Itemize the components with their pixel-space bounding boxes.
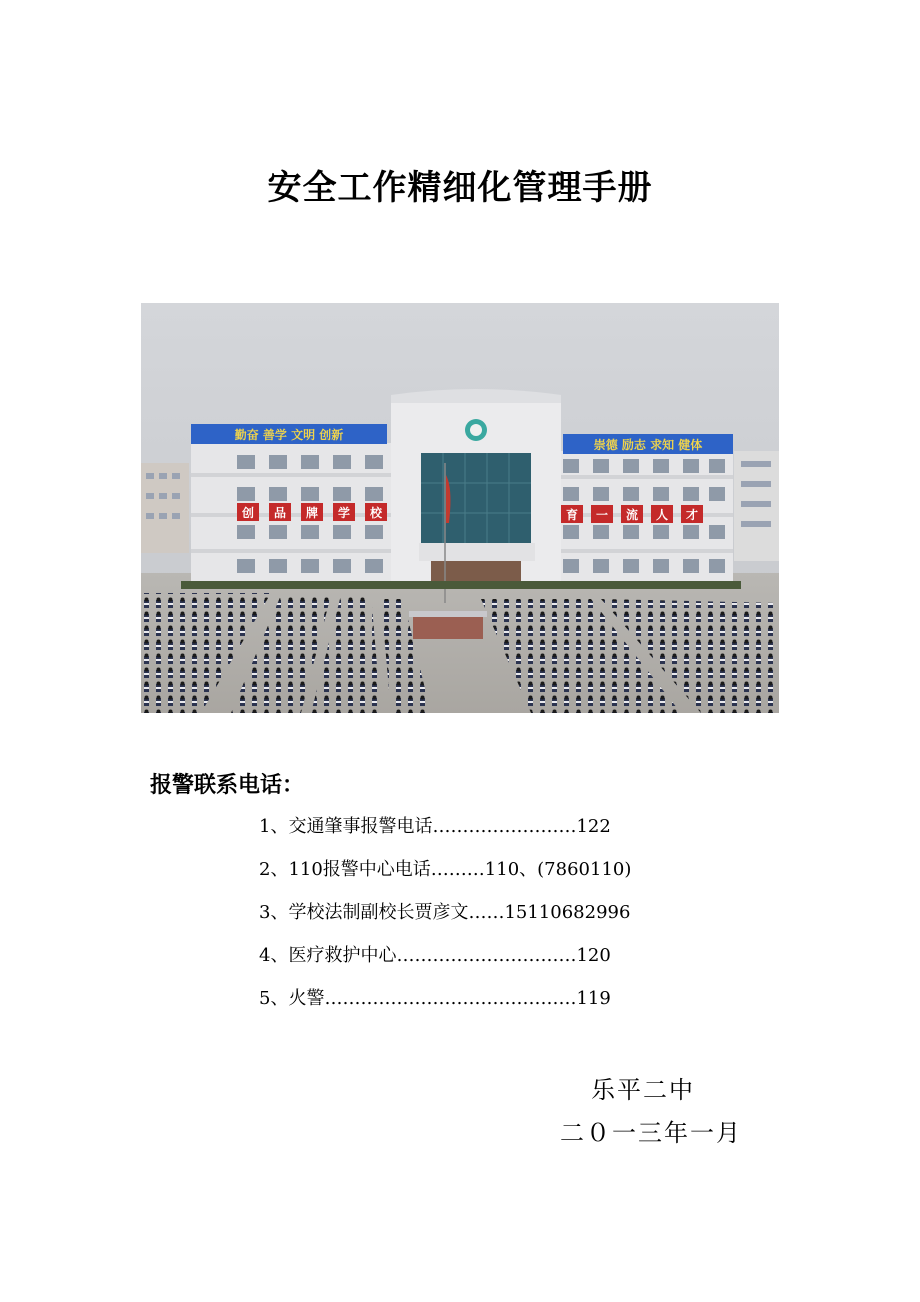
contact-item: 4、医疗救护中心…………………………120 (259, 945, 611, 966)
slogan-left-char: 校 (369, 506, 383, 520)
contact-item: 5、火警……………………………………119 (259, 988, 611, 1009)
contacts-list (259, 814, 631, 1029)
contact-item: 1、交通肇事报警电话……………………122 (259, 816, 611, 837)
slogan-right-char: 才 (685, 508, 699, 522)
slogan-left-char: 品 (273, 506, 287, 520)
slogan-left-char: 创 (241, 506, 255, 520)
slogan-right-char: 一 (595, 508, 609, 522)
banner-left-text: 勤奋 善学 文明 创新 (234, 428, 344, 442)
banner-right-text: 崇德 励志 求知 健体 (593, 438, 703, 452)
slogan-left-char: 学 (337, 506, 351, 520)
contacts-heading: 报警联系电话： (150, 773, 305, 798)
school-name: 乐平二中 (591, 1076, 695, 1104)
document-date: 二０一三年一月 (560, 1119, 742, 1147)
document-title: 安全工作精细化管理手册 (267, 168, 653, 208)
slogan-right-char: 流 (625, 508, 639, 522)
slogan-right-char: 育 (565, 508, 579, 522)
school-building-photo (141, 303, 779, 713)
contact-item: 3、学校法制副校长贾彦文……15110682996 (259, 902, 631, 923)
slogan-left-char: 牌 (305, 506, 319, 520)
slogan-right-char: 人 (655, 508, 669, 522)
contact-item: 2、110报警中心电话………110、(7860110) (259, 859, 632, 880)
